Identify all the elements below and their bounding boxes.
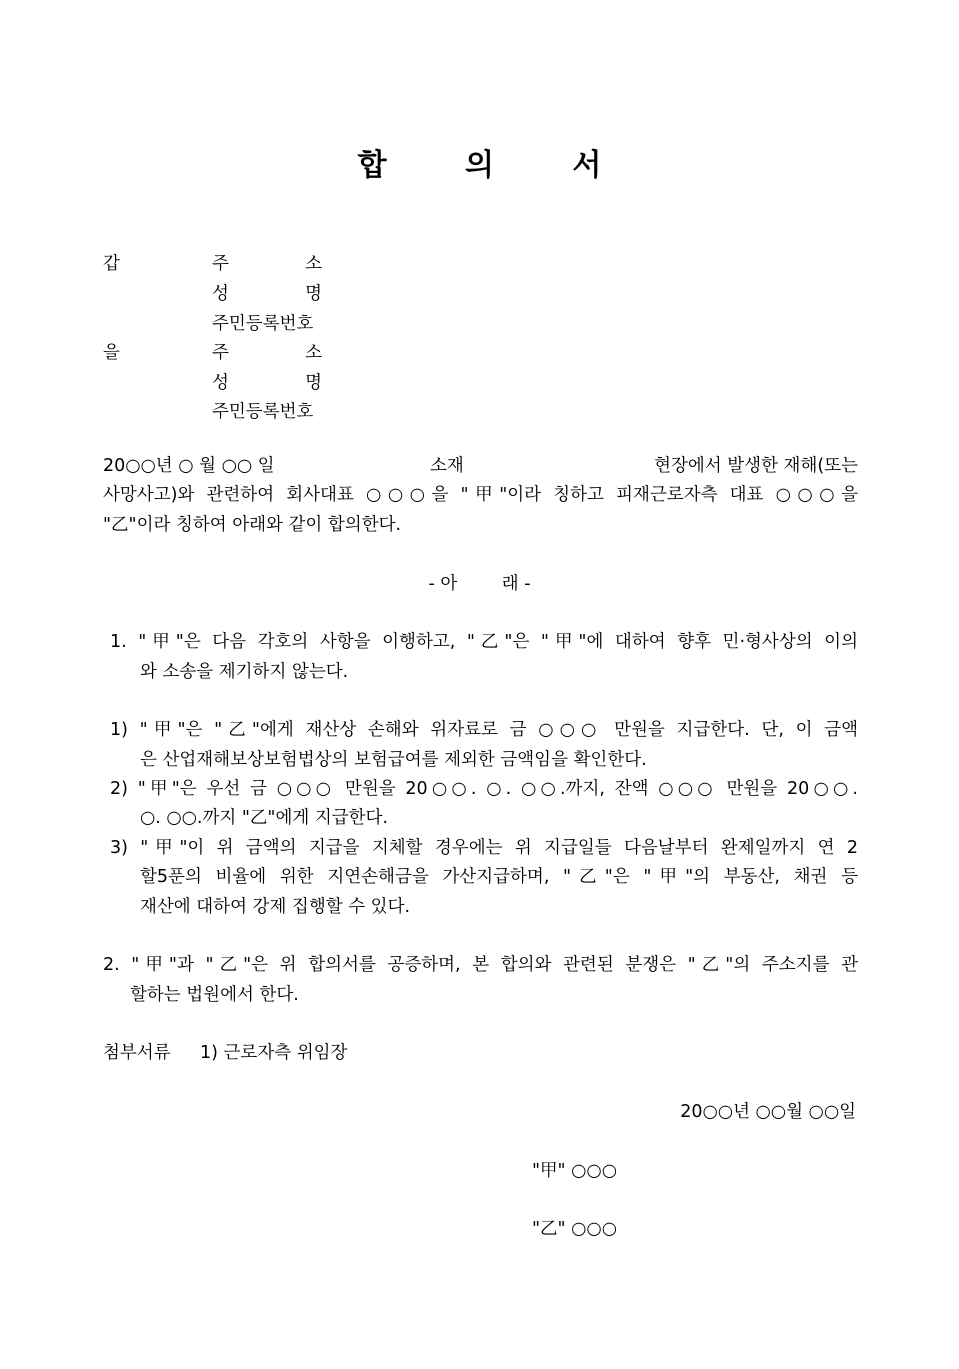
intro-date: 20○○년 ○ 월 ○○ 일 (103, 456, 275, 476)
sub1-line2: 은 산업재해보상보험법상의 보험급여를 제외한 금액임을 확인한다. (140, 750, 647, 770)
item2-line2: 할하는 법원에서 한다. (130, 985, 299, 1005)
attachments-item: 1) 근로자측 위임장 (200, 1043, 348, 1063)
party-b-label: 을 (103, 343, 120, 363)
item1-line2: 와 소송을 제기하지 않는다. (140, 662, 349, 682)
item1-line1: 1. "甲"은 다음 각호의 사항을 이행하고, "乙"은 "甲"에 대하여 향후 민·형사상의 이의 (110, 632, 858, 652)
party-a-rrn-label: 주민등록번호 (212, 314, 314, 334)
party-a-name-label: 성 명 (212, 284, 322, 304)
below-heading: - 아 래 - (428, 574, 531, 594)
party-b-address-label: 주 소 (212, 343, 322, 363)
intro-line1-end: 현장에서 발생한 재해(또는 (654, 456, 858, 476)
signature-party-b: "乙" ○○○ (532, 1219, 617, 1239)
intro-location: 소재 (430, 456, 464, 476)
attachments-label: 첨부서류 (103, 1043, 171, 1063)
document-title: 합 의 서 (357, 148, 636, 183)
party-a-label: 갑 (103, 254, 120, 274)
sub3-line2: 할5푼의 비율에 위한 지연손해금을 가산지급하며, "乙"은 "甲"의 부동산, 채권 등 (140, 867, 858, 887)
item2-line1: 2. "甲"과 "乙"은 위 합의서를 공증하며, 본 합의와 관련된 분쟁은 "乙"의 주소지를 관 (103, 955, 858, 975)
intro-line2: 사망사고)와 관련하여 회사대표 ○○○을 "甲"이라 칭하고 피재근로자측 대표 ○○○을 (103, 485, 858, 505)
party-b-name-label: 성 명 (212, 373, 322, 393)
party-a-address-label: 주 소 (212, 254, 322, 274)
sub3-line3: 재산에 대하여 강제 집행할 수 있다. (140, 897, 411, 917)
sub1-line1: 1) "甲"은 "乙"에게 재산상 손해와 위자료로 금 ○○○ 만원을 지급한다. 단, 이 금액 (110, 720, 858, 740)
sub2-line2: ○. ○○.까지 "乙"에게 지급한다. (140, 808, 389, 828)
sub2-line1: 2) "甲"은 우선 금 ○○○ 만원을 20○○. ○. ○○.까지, 잔액 ○○○ 만원을 20○○. (110, 779, 858, 799)
intro-line3: "乙"이라 칭하여 아래와 같이 합의한다. (103, 515, 402, 535)
document-date: 20○○년 ○○월 ○○일 (680, 1102, 856, 1122)
party-b-rrn-label: 주민등록번호 (212, 402, 314, 422)
signature-party-a: "甲" ○○○ (532, 1161, 617, 1181)
sub3-line1: 3) "甲"이 위 금액의 지급을 지체할 경우에는 위 지급일들 다음날부터 완제일까지 연 2 (110, 838, 858, 858)
